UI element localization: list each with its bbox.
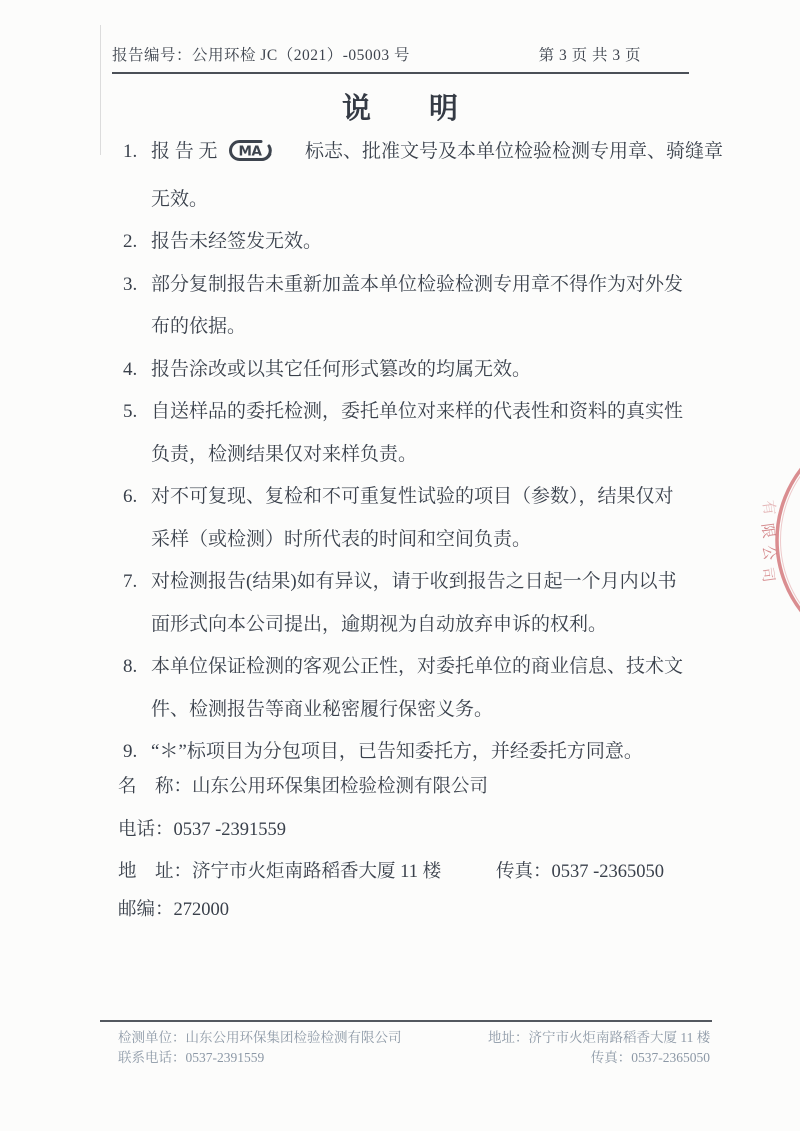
notice-line: 自送样品的委托检测，委托单位对来样的代表性和资料的真实性 <box>151 401 684 422</box>
svg-text:限: 限 <box>758 522 776 540</box>
page-header <box>112 40 689 74</box>
notice-line: 面形式向本公司提出，逾期视为自动放弃申诉的权利。 <box>151 613 608 635</box>
svg-text:MA: MA <box>238 143 262 160</box>
company-address-row <box>118 857 718 883</box>
item-number: 9. <box>123 741 138 762</box>
notice-item <box>123 646 723 731</box>
notice-line: “＊”标项目为分包项目，已告知委托方，并经委托方同意。 <box>151 741 643 762</box>
notice-item <box>123 391 723 476</box>
footer-address: 地址：济宁市火炬南路稻香大厦 11 楼 <box>488 1030 711 1045</box>
notice-item <box>123 131 723 221</box>
notice-item <box>123 264 723 349</box>
notice-item <box>123 731 723 774</box>
footer-left-column <box>118 1028 402 1068</box>
company-fax: 传真：0537 -2365050 <box>496 862 665 882</box>
page-footer <box>100 1020 712 1065</box>
notice-line: 采样（或检测）时所代表的时间和空间负责。 <box>151 528 532 550</box>
svg-text:有: 有 <box>759 499 777 517</box>
company-postcode-row: 邮编：272000 <box>118 900 230 920</box>
item-number: 1. <box>123 141 138 162</box>
notice-item <box>123 561 723 646</box>
page-title: 说 明 <box>341 93 458 125</box>
footer-right-column <box>488 1028 710 1068</box>
notice-item <box>123 476 723 561</box>
company-phone-row: 电话：0537 -2391559 <box>118 820 287 840</box>
item-number: 4. <box>123 358 138 380</box>
report-number: 报告编号：公用环检 JC（2021）-05003 号 <box>112 47 411 64</box>
item-number: 2. <box>123 231 138 252</box>
item-number: 5. <box>123 401 138 422</box>
page-number: 第 3 页 共 3 页 <box>538 47 641 64</box>
notice-line: 本单位保证检测的客观公正性，对委托单位的商业信息、技术文 <box>151 656 684 677</box>
item-number: 3. <box>123 273 138 295</box>
company-name-row: 名 称：山东公用环保集团检验检测有限公司 <box>118 777 489 797</box>
footer-fax: 传真：0537-2365050 <box>590 1050 710 1065</box>
notice-line: 布的依据。 <box>151 316 247 337</box>
item-number: 6. <box>123 486 138 507</box>
notice-line: 对不可复现、复检和不可重复性试验的项目（参数），结果仅对 <box>151 486 674 507</box>
notice-line: 报 告 无 MA 标志、批准文号及本单位检验检测专用章、骑缝章 <box>151 131 723 179</box>
red-seal-fragment-icon <box>734 452 800 622</box>
item-number: 7. <box>123 571 138 592</box>
footer-phone: 联系电话：0537-2391559 <box>118 1050 265 1065</box>
svg-text:公: 公 <box>759 544 777 562</box>
notice-line: 无效。 <box>151 188 209 210</box>
svg-text:司: 司 <box>758 566 776 584</box>
notice-line: 件、检测报告等商业秘密履行保密义务。 <box>151 698 494 720</box>
cma-mark-icon <box>227 136 273 179</box>
notice-line: 部分复制报告未重新加盖本单位检验检测专用章不得作为对外发 <box>151 273 684 295</box>
item-number: 8. <box>123 656 138 677</box>
footer-unit: 检测单位：山东公用环保集团检验检测有限公司 <box>118 1030 402 1045</box>
notice-line: 报告涂改或以其它任何形式篡改的均属无效。 <box>151 358 532 380</box>
notice-line: 报告未经签发无效。 <box>151 231 323 252</box>
notice-line: 对检测报告(结果)如有异议，请于收到报告之日起一个月内以书 <box>151 571 677 592</box>
company-address: 地 址：济宁市火炬南路稻香大厦 11 楼 <box>118 862 442 882</box>
notice-line: 负责，检测结果仅对来样负责。 <box>151 443 418 465</box>
notice-item <box>123 221 723 264</box>
notice-item <box>123 349 723 392</box>
notice-list <box>123 131 723 774</box>
